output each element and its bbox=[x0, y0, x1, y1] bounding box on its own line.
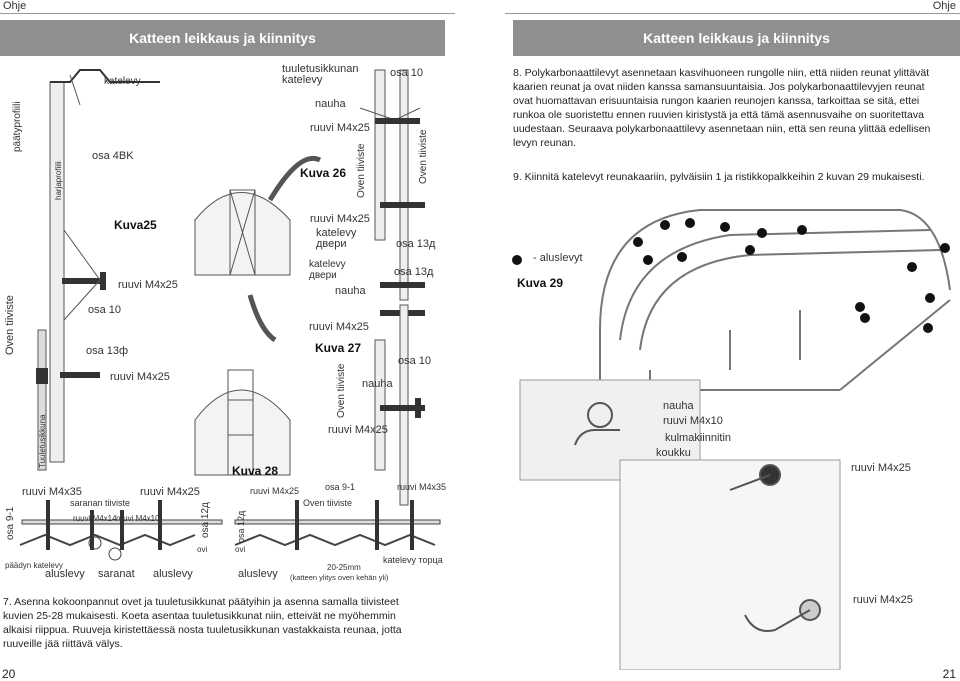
profile-post bbox=[50, 82, 64, 462]
para8-line-3: ovat huomattavan erisuuntaisia rungon kaarien reunojen kanssa, tarkoittaa se sitä, ettei bbox=[513, 95, 920, 107]
label-paadyn-katelevy: päädyn katelevy bbox=[5, 561, 63, 570]
header-rule-right bbox=[505, 13, 960, 14]
label-osa10: osa 10 bbox=[88, 304, 122, 316]
left-page-number: 20 bbox=[2, 667, 16, 681]
label-katelevy-dveri-1: katelevy bbox=[316, 227, 357, 239]
left-para-line-1: 7. Asenna kokoonpannut ovet ja tuuletusikkunat päätyihin ja asenna samalla tiivisteet bbox=[3, 596, 399, 608]
label-ruuvi-2: ruuvi M4x25 bbox=[110, 371, 170, 383]
label-koukku: koukku bbox=[656, 447, 691, 459]
para8-line-1: 8. Polykarbonaattilevyt asennetaan kasvihuoneen rungolle niin, että niiden reunat ylittävät bbox=[513, 67, 930, 79]
label-ovi-b: ovi bbox=[235, 545, 246, 554]
left-diagram-art bbox=[0, 60, 460, 540]
left-para-line-2: kuvien 25-28 mukaisesti. Koeta asentaa tuuletusikkunat niin, etteivät ne myöhemmin bbox=[3, 610, 396, 622]
bracket-line bbox=[70, 75, 80, 105]
right-paragraph-8 bbox=[513, 66, 958, 150]
label-osa4bk: osa 4BK bbox=[92, 150, 134, 162]
label-saranan-tiiviste: saranan tiiviste bbox=[70, 498, 131, 508]
label-tuuletusikkunan: tuuletusikkunan bbox=[282, 63, 359, 75]
label-ovi-a: ovi bbox=[197, 545, 208, 554]
label-osa13d-1: osa 13д bbox=[396, 238, 436, 250]
label-oven-tiiviste-3: Oven tiiviste bbox=[336, 363, 347, 418]
legend-aluslevyt: - aluslevyt bbox=[533, 252, 583, 264]
aluslevy-legend-dot bbox=[511, 254, 523, 266]
figure-kuva25: Kuva25 bbox=[114, 218, 157, 232]
right-page-title: Katteen leikkaus ja kiinnitys bbox=[643, 30, 830, 46]
label-aluslevy-b: aluslevy bbox=[153, 568, 193, 580]
label-katelevy-mid: katelevy bbox=[282, 74, 323, 86]
arrow-2 bbox=[250, 295, 275, 340]
label-ruuvi-1: ruuvi M4x25 bbox=[118, 279, 178, 291]
label-oven-tiiviste-bottom: Oven tiiviste bbox=[303, 498, 353, 508]
label-katelevy-2: katelevy bbox=[309, 259, 346, 270]
header-rule-left bbox=[0, 13, 455, 14]
label-paatyprofiili: päätyprofiili bbox=[12, 101, 23, 152]
label-osa12d-a: osa 12д bbox=[200, 502, 211, 538]
right-page-number: 21 bbox=[942, 667, 956, 681]
figure-kuva28: Kuva 28 bbox=[232, 464, 279, 478]
washer-dots bbox=[633, 218, 950, 333]
label-katelevy-torca: katelevy торца bbox=[383, 555, 443, 565]
label-osa13d-2: osa 13д bbox=[394, 266, 434, 278]
label-nauha-1: nauha bbox=[315, 98, 346, 110]
para8-line-4: runkoa ole suoristettu ennen ruuvien kiristystä ja että tämä asennusvaihe on suoritettava bbox=[513, 109, 924, 121]
header-right: Ohje bbox=[932, 0, 956, 12]
left-para-line-3: alkaisi riippua. Ruuveja kiristettäessä nosta tuuletusikkunan vastakkaista reunaa, jotta bbox=[3, 624, 402, 636]
label-ruuvi-m4x25-right-b: ruuvi M4x25 bbox=[853, 594, 913, 606]
label-oven-tiiviste-1: Oven tiiviste bbox=[356, 143, 367, 198]
label-osa10-a: osa 10 bbox=[390, 67, 424, 79]
label-ruuvi-m4x35-a: ruuvi M4x35 bbox=[22, 486, 82, 498]
label-osa91-b: osa 9-1 bbox=[325, 482, 356, 492]
bolt-head-1 bbox=[100, 272, 106, 290]
label-ruuvi-m4x25-b: ruuvi M4x25 bbox=[250, 486, 300, 496]
label-osa91-a: osa 9-1 bbox=[5, 506, 16, 540]
greenhouse-end-2 bbox=[195, 390, 290, 475]
label-tuuletusikkuna: Tuuletusikkuna bbox=[38, 414, 47, 468]
label-aluslevy-a: aluslevy bbox=[45, 568, 85, 580]
bolt-1 bbox=[62, 278, 102, 284]
label-nauha-right: nauha bbox=[663, 400, 694, 412]
label-ruuvi-m4x10: ruuvi M4x10 bbox=[116, 514, 160, 523]
label-oven-tiiviste-left: Oven tiiviste bbox=[4, 295, 16, 355]
label-osa10-b: osa 10 bbox=[398, 355, 432, 367]
label-katteen-ylitys: (katteen ylitys oven kehän yli) bbox=[290, 573, 389, 582]
right-title-bar bbox=[513, 20, 960, 56]
left-title-bar bbox=[0, 20, 445, 56]
label-dveri-2: двери bbox=[309, 270, 337, 281]
label-ruuvi-m4x25-a: ruuvi M4x25 bbox=[140, 486, 200, 498]
label-saranat: saranat bbox=[98, 568, 135, 580]
para8-line-6: levyn reunan. bbox=[513, 137, 577, 149]
label-ruuvi-mid-4: ruuvi M4x25 bbox=[328, 424, 388, 436]
label-osa13f: osa 13ф bbox=[86, 345, 129, 357]
label-ruuvi-mid-2: ruuvi M4x25 bbox=[310, 213, 370, 225]
left-paragraph bbox=[3, 595, 453, 651]
header-left: Ohje bbox=[3, 0, 27, 12]
label-nauha-2: nauha bbox=[335, 285, 366, 297]
detail-2 bbox=[620, 460, 840, 670]
para8-line-2: kaarien reunat ja ovat niiden kanssa samansuuntaisia. Jos polykarbonaattilevyjen reunat bbox=[513, 81, 925, 93]
bolt-2 bbox=[60, 372, 100, 378]
label-ruuvi-m4x14: ruuvi M4x14 bbox=[73, 514, 117, 523]
label-katelevy-top: katelevy bbox=[104, 76, 141, 87]
bolt-head-2 bbox=[36, 368, 48, 384]
left-page-title: Katteen leikkaus ja kiinnitys bbox=[129, 30, 316, 46]
label-nauha-3: nauha bbox=[362, 378, 393, 390]
label-oven-tiiviste-2: Oven tiiviste bbox=[418, 129, 429, 184]
figure-kuva27: Kuva 27 bbox=[315, 341, 362, 355]
label-ruuvi-mid-3: ruuvi M4x25 bbox=[309, 321, 369, 333]
label-osa12d-b: osa 12д bbox=[236, 510, 246, 543]
brace-2 bbox=[64, 230, 100, 280]
figure-kuva29: Kuva 29 bbox=[517, 276, 564, 290]
figure-kuva26: Kuva 26 bbox=[300, 166, 347, 180]
mid-profile-1 bbox=[375, 70, 385, 240]
para8-line-5: uudestaan. Seuraava polykarbonaattilevy asennetaan niin, että sen reuna ylittää edellisen bbox=[513, 123, 931, 135]
label-aluslevy-c: aluslevy bbox=[238, 568, 278, 580]
label-mm: 20-25mm bbox=[327, 563, 361, 572]
label-ruuvi-m4x10-right: ruuvi M4x10 bbox=[663, 415, 723, 427]
label-ruuvi-m4x25-right-a: ruuvi M4x25 bbox=[851, 462, 911, 474]
left-para-line-4: ruuveille jää riittävä välys. bbox=[3, 638, 123, 650]
label-harjaprofiili: harjaprofiili bbox=[54, 161, 63, 200]
label-ruuvi-m4x35-b: ruuvi M4x35 bbox=[397, 482, 447, 492]
label-kulmakiinnitin: kulmakiinnitin bbox=[665, 432, 732, 444]
label-ruuvi-mid-1: ruuvi M4x25 bbox=[310, 122, 370, 134]
right-paragraph-9: 9. Kiinnitä katelevyt reunakaariin, pylväisiin 1 ja ristikkopalkkeihin 2 kuvan 29 mukaisesti. bbox=[513, 171, 925, 183]
label-dveri-1: двери bbox=[316, 238, 347, 250]
